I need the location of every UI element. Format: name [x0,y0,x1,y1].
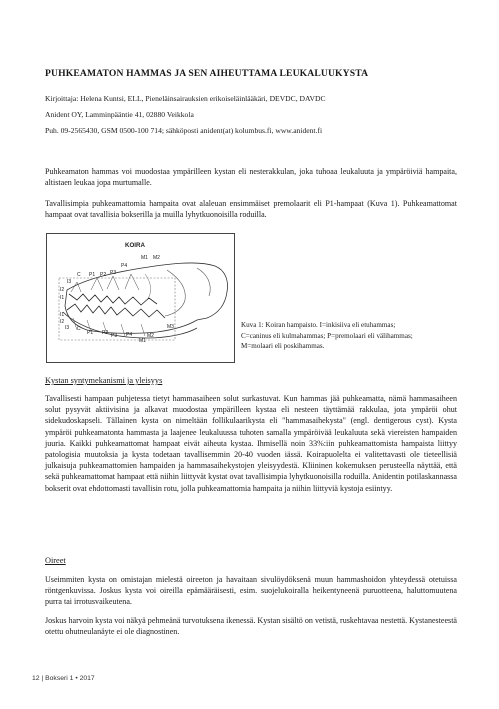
lower-label-m1: M1 [139,338,146,344]
upper-label-m1: M1 [141,255,148,261]
upper-label-p2: P2 [100,272,107,278]
lower-label-i2: I2 [60,319,65,325]
upper-label-p3: P3 [110,270,117,276]
symptoms-paragraph-1: Useimmiten kysta on omistajan mielestä oireeton ja havaitaan sivulöydöksenä muun hammashoidon yhteydessä otetuissa röntgenkuvissa. Joskus kysta voi oireilla epämääräisesti, esim. suojelukoiralla heikentyneenä puruotteena, haluttomuutena purra tai irrotusvaikeutena. [45,575,457,607]
lower-label-m3: M3 [167,324,174,330]
figure-title: KOIRA [125,242,145,249]
lower-label-i1: I1 [60,312,65,318]
lower-label-p3: P3 [111,333,118,339]
upper-label-p1: P1 [89,272,96,278]
section-heading-symptoms: Oireet [45,556,66,565]
upper-label-c: C [77,272,81,278]
lower-label-i3: I3 [65,325,70,331]
symptoms-paragraph-2: Joskus harvoin kysta voi näkyä pehmeänä turvotuksena ikenessä. Kystan sisältö on vetistä, ruskehtavaa nestettä. Kystanesteestä otettu ohutneulanäyte ei ole diagnostinen. [45,616,457,637]
contact-line: Puh. 09-2565430, GSM 0500-100 714; sähköposti anident(at) kolumbus.fi, www.anident.fi [45,126,323,135]
dog-dentition-figure [46,233,235,363]
caption-line: Kuva 1: Koiran hampaisto. I=inkisiiva eli etuhammas; [241,321,396,329]
company-line: Anident OY, Lamminpääntie 41, 02880 Veikkola [45,110,194,119]
author-line: Kirjoittaja: Helena Kuntsi, ELL, Pieneläinsairauksien erikoiseläinlääkäri, DEVDC, DAVDC [45,94,326,103]
page-footer: 12 | Bokseri 1 • 2017 [32,675,95,682]
lower-label-p2: P2 [102,330,109,336]
intro-paragraph-2: Tavallisimpia puhkeamattomia hampaita ovat alaleuan ensimmäiset premolaarit eli P1-hampaat (Kuva 1). Puhkeamattomat hampaat ovat tavallisia bokserilla ja muilla lyhytkuonoisilla roduilla. [45,199,457,220]
section-mechanism-text: Tavallisesti hampaan puhjetessa tietyt hammasaiheen solut surkastuvat. Kun hammas jää puhkeamatta, nämä hammasaiheen solut pysyvät aktiivisina ja alkavat muodostaa ympärilleen kystaa eli nesteen täyttämää rakkulaa, jota ympäröi ohut sidekudoskapseli. Tällainen kysta on nimeltään follikulaarikysta eli "hammasaihekysta" (engl. dentigerous cyst). Kysta ympäröi puhkeamatonta hammasta ja laajenee leukaluussa tuhoten samalla ympäröivää leukaluuta sekä viereisten hampaiden juuria. Kaikki puhkeamattomat hampaat eivät aiheuta kystaa. Ihmisellä noin 33%:iin puhkeamattomista hampaista liittyy patologisia muutoksia ja kysta todetaan tavallisemmin 20-40 vuoden iässä. Koirapuolelta ei valitettavasti ole tieteellisiä julkaisuja puhkeamattomien hampaiden ja hammasaihekystojen yleisyydestä. Kliininen kokemuksen perusteella näyttää, että sekä puhkeamattomat hampaat että niihin liittyvät kystat ovat tavallisimpia lyhytkuonoisilla roduilla. Anidentin potilaskannassa bokserit ovat ehdottomasti tavallisin rotu, jolla puhkeamattomia hampaita ja niihin liittyviä kystoja esiintyy. [45,394,457,493]
upper-label-i3: I3 [67,279,72,285]
caption-line: M=molaari eli poskihammas. [241,342,325,351]
figure-caption [241,320,456,352]
upper-label-m2: M2 [153,255,160,261]
lower-label-c: C [77,326,81,332]
article-title: PUHKEAMATON HAMMAS JA SEN AIHEUTTAMA LEUKALUUKYSTA [45,68,369,79]
upper-label-i2: I2 [60,287,65,293]
lower-label-p1: P1 [87,330,94,336]
dog-skull-drawing [47,234,234,362]
upper-label-p4: P4 [121,263,128,269]
upper-label-i1: I1 [60,295,65,301]
lower-label-m2: M2 [147,333,154,339]
section-heading-mechanism: Kystan syntymekanismi ja yleisyys [45,376,163,385]
lower-label-p4: P4 [126,332,133,338]
intro-paragraph-1: Puhkeamaton hammas voi muodostaa ympärilleen kystan eli nesterakkulan, joka tuhoaa leukaluuta ja ympäröiviä hampaita, altistaen leukaa jopa murtumalle. [45,167,457,188]
caption-line: C=caninus eli kulmahammas; P=premolaari eli välihammas; [241,331,413,340]
